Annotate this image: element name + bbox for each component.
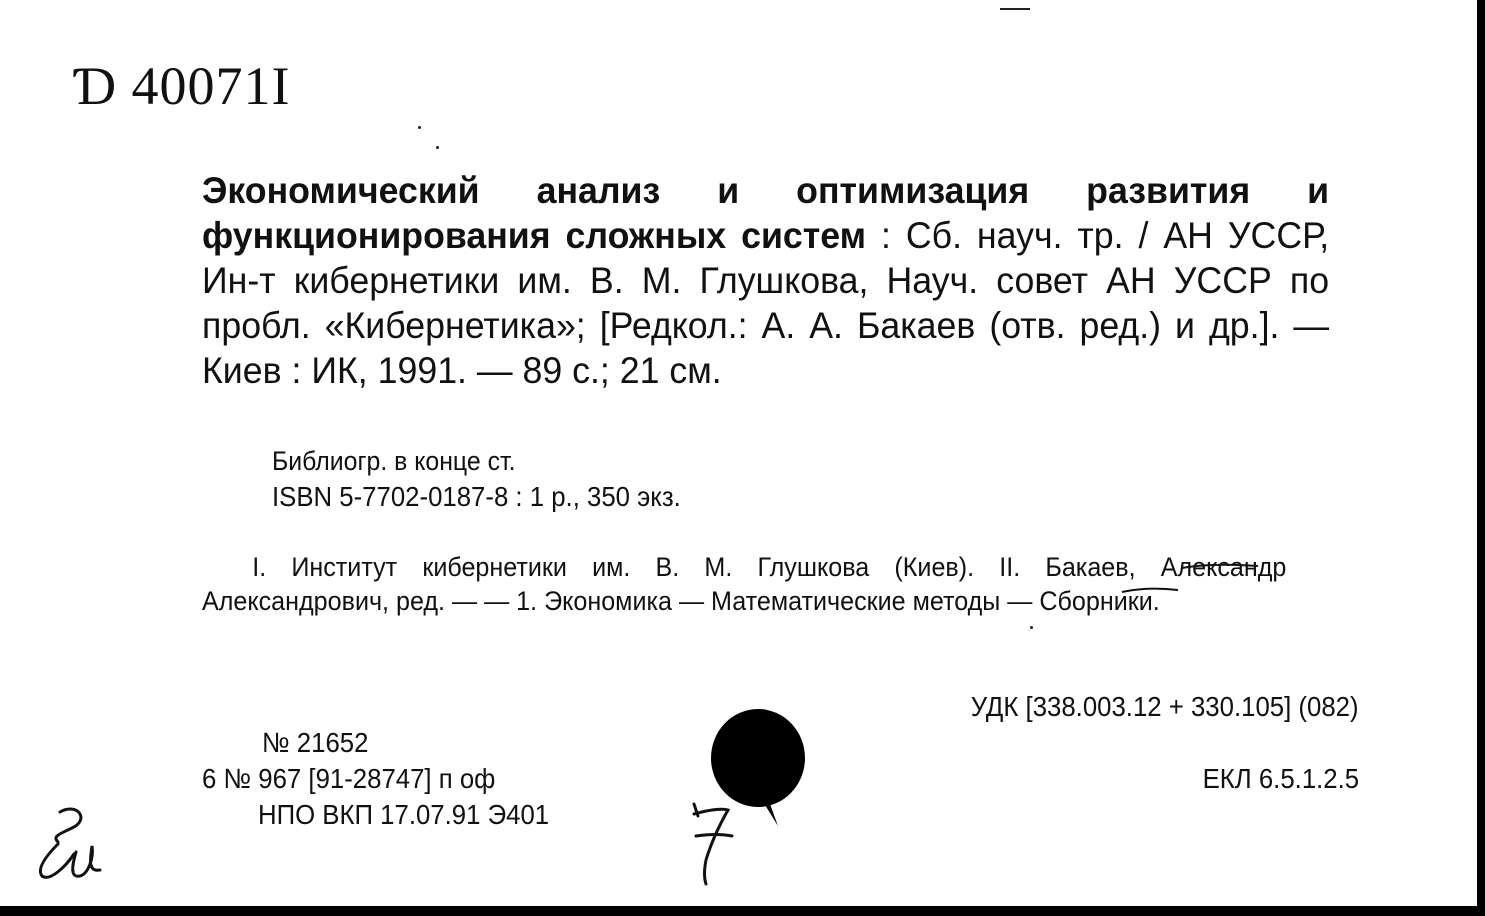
overline-stroke bbox=[1120, 586, 1180, 596]
print-speck bbox=[418, 126, 421, 129]
publisher-line: НПО ВКП 17.07.91 Э401 bbox=[258, 799, 550, 830]
handwritten-mark-bottom bbox=[688, 800, 758, 886]
udk-class: УДК [338.003.12 + 330.105] (082) bbox=[971, 691, 1359, 722]
main-entry bbox=[202, 168, 1329, 393]
entry-title: Экономический анализ и оптимизация развития и функционирования сложных систем bbox=[202, 170, 1330, 256]
card-number: № 21652 bbox=[262, 727, 369, 758]
ekl-class: ЕКЛ 6.5.1.2.5 bbox=[1202, 763, 1359, 794]
print-speck bbox=[1030, 626, 1033, 629]
isbn-note: ISBN 5-7702-0187-8 : 1 р., 350 экз. bbox=[272, 481, 681, 512]
order-line: 6 № 967 [91-28747] п оф bbox=[202, 763, 496, 794]
punch-hole bbox=[711, 709, 805, 807]
entry-description: : Сб. науч. тр. / АН УССР, Ин-т кибернетики им. В. М. Глушкова, Науч. совет АН УССР по пробл. «Кибернетика»; [Редкол.: А. А. Бакаев (отв. ред.) и др.]. — Киев : ИК, 1991. — 89 с.; 21 см. bbox=[202, 215, 1330, 391]
call-number: Ɗ 40071I bbox=[72, 56, 291, 116]
print-speck bbox=[436, 146, 439, 149]
tracings: I. Институт кибернетики им. В. М. Глушкова (Киев). II. Бакаев, Александр Александрович, ред. — — 1. Экономика — Математические методы — Сборники. bbox=[202, 552, 1287, 616]
print-speck bbox=[1000, 8, 1030, 10]
handwritten-mark-left bbox=[30, 802, 110, 886]
underline-stroke bbox=[1180, 562, 1260, 572]
bibliography-note: Библиогр. в конце ст. bbox=[272, 446, 516, 476]
